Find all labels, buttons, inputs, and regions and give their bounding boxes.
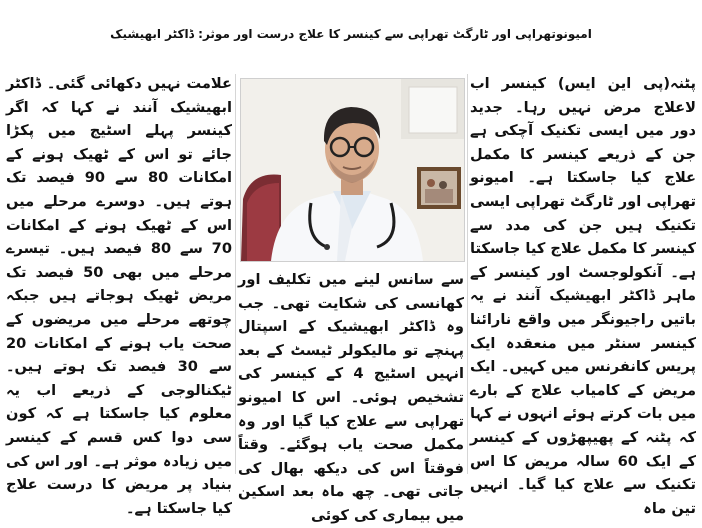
doctor-photo <box>240 78 465 262</box>
article-paragraph: پٹنہ(پی این ایس) کینسر اب لاعلاج مرض نہیں رہا۔ جدید دور میں ایسی تکنیک آچکی ہے جن کے ذریعے کینسر کا مکمل علاج کیا جاسکتا ہے۔ امیونو تھراپی اور ٹارگٹ تھراپی ایسی تکنیک ہیں جن کی مدد سے کینسر کا مکمل علاج کیا جاسکتا ہے۔ آنکولوجسٹ اور کینسر کے ماہر ڈاکٹر ابھیشیک آنند نے یہ باتیں راجیونگر میں واقع نارائنا کینسر سنٹر میں منعقدہ ایک پریس کانفرنس میں کہیں۔ ایک مریض کے کامیاب علاج کے بارے میں بات کرتے ہوئے انہوں نے کہا کہ پٹنہ کے پھیپھڑوں کے کینسر کے ایک 60 سالہ مریض کا اس تکنیک سے علاج کیا گیا۔ انہیں تین ماہ <box>470 75 696 517</box>
article-column-right <box>470 72 696 517</box>
article-paragraph: علامت نہیں دکھائی گئی۔ ڈاکٹر ابھیشیک آنند نے کہا کہ اگر کینسر پہلے اسٹیج میں پکڑا جائے تو اس کے ٹھیک ہونے کے امکانات 80 سے 90 فیصد تک ہوتے ہیں۔ دوسرے مرحلے میں اس کے ٹھیک ہونے کے امکانات 70 سے 80 فیصد ہیں۔ تیسرے مرحلے میں بھی 50 فیصد تک مریض ٹھیک ہوجاتے ہیں جبکہ چوتھے مرحلے میں مریضوں کے صحت یاب ہونے کے امکانات 20 سے 30 فیصد تک ہوتے ہیں۔ ٹیکنالوجی کے ذریعے اب یہ معلوم کیا جاسکتا ہے کہ کون سی دوا کس قسم کے کینسر میں زیادہ موثر ہے۔ اور اس کی بنیاد پر مریض کا درست علاج کیا جاسکتا ہے۔ <box>6 75 232 517</box>
article-paragraph: سے سانس لینے میں تکلیف اور کھانسی کی شکایت تھی۔ جب وہ ڈاکٹر ابھیشیک کے اسپتال پہنچے تو مالیکولر ٹیسٹ کے بعد انہیں اسٹیج 4 کے کینسر کی تشخیص ہوئی۔ اس کا امیونو تھراپی سے علاج کیا گیا اور وہ مکمل صحت یاب ہوگئے۔ وقتاً فوقتاً اس کی دیکھ بھال کی جاتی تھی۔ چھ ماہ بعد اسکین میں بیماری کی کوئی <box>238 271 464 524</box>
column-divider <box>235 74 236 474</box>
article-column-left <box>6 72 232 517</box>
article-headline: امیونوتھراپی اور ٹارگٹ تھراپی سے کینسر کا علاج درست اور موثر: ڈاکٹر ابھیشیک <box>110 27 592 41</box>
column-divider <box>467 74 468 474</box>
article-column-middle <box>238 268 464 524</box>
